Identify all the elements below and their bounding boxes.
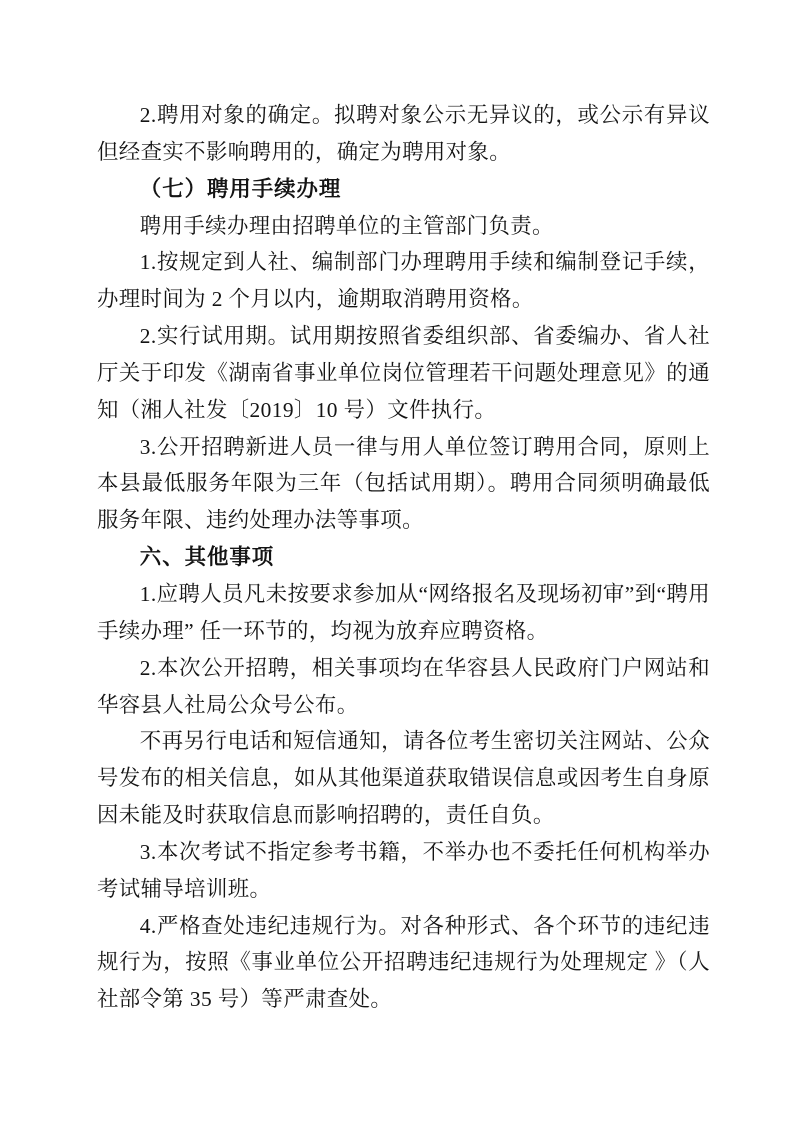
- paragraph-procedure-responsibility: 聘用手续办理由招聘单位的主管部门负责。: [139, 213, 554, 238]
- paragraph-hiring-target-confirmation: 2.聘用对象的确定。拟聘对象公示无异议的，或公示有异议但经查实不影响聘用的，确定为聘用对象。: [97, 103, 710, 164]
- document-body: [97, 97, 710, 1018]
- paragraph-no-reference-books: 3.本次考试不指定参考书籍，不举办也不委托任何机构举办考试辅导培训班。: [97, 839, 710, 901]
- section-heading-other-matters: 六、其他事项: [139, 545, 275, 570]
- paragraph-announcement-channels: 2.本次公开招聘，相关事项均在华容县人民政府门户网站和华容县人社局公众号公布。: [97, 655, 710, 717]
- paragraph-registration-deadline: 1.按规定到人社、编制部门办理聘用手续和编制登记手续，办理时间为 2 个月以内，逾期取消聘用资格。: [97, 250, 710, 312]
- paragraph-violation-handling: 4.严格查处违纪违规行为。对各种形式、各个环节的违纪违规行为，按照《事业单位公开招聘违纪违规行为处理规定 》（人社部令第 35 号）等严肃查处。: [97, 913, 710, 1012]
- section-heading-employment-procedures: （七）聘用手续办理: [139, 176, 342, 201]
- paragraph-contract-terms: 3.公开招聘新进人员一律与用人单位签订聘用合同，原则上本县最低服务年限为三年（包括试用期）。聘用合同须明确最低服务年限、违约处理办法等事项。: [97, 434, 710, 533]
- paragraph-no-phone-sms-notice: 不再另行电话和短信通知，请各位考生密切关注网站、公众号发布的相关信息，如从其他渠道获取错误信息或因考生自身原因未能及时获取信息而影响招聘的，责任自负。: [97, 729, 710, 828]
- paragraph-participation-requirement: 1.应聘人员凡未按要求参加从“网络报名及现场初审”到“聘用手续办理” 任一环节的，均视为放弃应聘资格。: [97, 581, 710, 643]
- paragraph-probation-period: 2.实行试用期。试用期按照省委组织部、省委编办、省人社厅关于印发《湖南省事业单位岗位管理若干问题处理意见》的通知（湘人社发〔2019〕10 号）文件执行。: [97, 324, 710, 422]
